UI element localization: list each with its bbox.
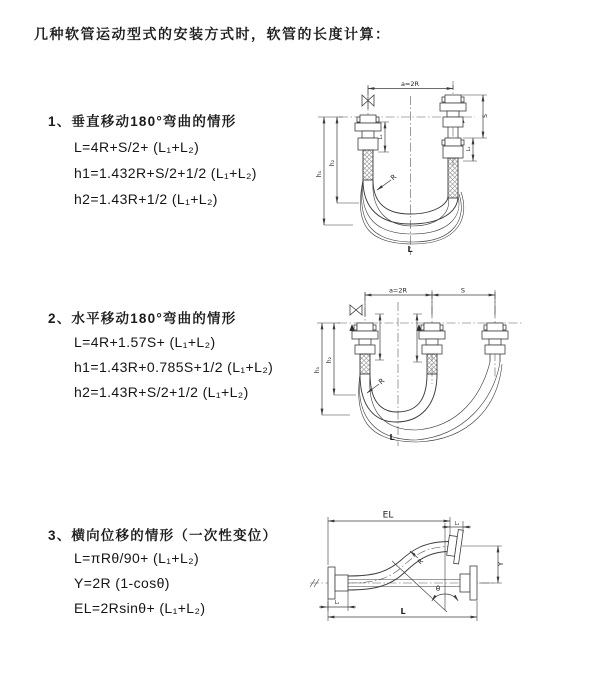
dimension-span-2r — [365, 287, 495, 318]
braided-hose-section — [363, 150, 373, 180]
dimension-l-bottom — [328, 601, 477, 621]
section-2-heading: 2、水平移动180°弯曲的情形 — [48, 311, 237, 326]
dimension-label-s: S — [460, 286, 466, 295]
radius-label: R — [389, 172, 399, 183]
formula-line: h1=1.432R+S/2+1/2 (L₁+L₂) — [74, 165, 257, 181]
length-label: L — [389, 433, 395, 442]
dimension-label-h2: h₂ — [329, 159, 336, 167]
section-2-formulas — [74, 330, 273, 405]
dimension-h1 — [314, 323, 350, 415]
dimension-h2 — [329, 117, 359, 203]
dimension-l1-top — [442, 521, 471, 533]
dimension-h1 — [316, 117, 353, 225]
formula-line: h2=1.43R+1/2 (L₁+L₂) — [74, 191, 218, 207]
dimension-h2 — [326, 323, 356, 395]
formula-line: L=4R+S/2+ (L₁+L₂) — [74, 139, 200, 155]
right-flange-fitting — [440, 95, 466, 198]
dimension-label-h1: h₁ — [314, 366, 321, 374]
left-flange — [328, 567, 348, 599]
dimension-label-el: EL — [382, 510, 394, 521]
braided-hose-section — [360, 354, 370, 374]
dimension-label-s: S — [482, 114, 489, 118]
diagram-horizontal-180-bend — [310, 284, 600, 456]
dimension-label-h2: h₂ — [326, 356, 333, 364]
fitting-length-dimension — [375, 314, 422, 362]
braided-hose-section — [448, 158, 458, 198]
length-label: L — [407, 245, 413, 254]
dimension-label-l1: L₁ — [454, 522, 460, 527]
dimension-label-l1: L₁ — [466, 146, 472, 152]
section-1-heading: 1、垂直移动180°弯曲的情形 — [48, 114, 237, 129]
radius-label: R — [416, 557, 426, 567]
angle-theta-construction — [392, 523, 458, 612]
dimension-label-span: a=2R — [388, 286, 408, 295]
dimension-label-span: a=2R — [400, 80, 420, 88]
left-flange-fitting — [355, 115, 381, 180]
formula-line: EL=2Rsinθ+ (L₁+L₂) — [74, 600, 206, 616]
middle-flange-fitting — [416, 323, 445, 374]
section-3-formulas — [74, 546, 205, 621]
left-flange-fitting — [349, 323, 378, 374]
radius-leader — [377, 173, 398, 190]
diagram-vertical-180-bend — [313, 76, 598, 262]
braided-hose-section — [427, 354, 437, 374]
upper-right-flange — [446, 528, 464, 563]
page-title: 几种软管运动型式的安装方式时，软管的长度计算： — [34, 26, 391, 42]
valve-icon — [350, 305, 362, 315]
section-3-heading: 3、横向位移的情形（一次性变位） — [48, 528, 278, 543]
section-1-formulas — [74, 134, 257, 212]
formula-line: L=4R+1.57S+ (L₁+L₂) — [74, 334, 216, 350]
diagram-lateral-displacement — [300, 503, 600, 648]
formula-line: Y=2R (1-cosθ) — [74, 575, 170, 591]
dimension-label-y: Y — [497, 561, 505, 567]
angle-label-theta: θ — [435, 585, 441, 593]
dimension-l1-bottomleft — [319, 591, 356, 611]
formula-line: h2=1.43R+S/2+1/2 (L₁+L₂) — [74, 384, 249, 400]
radius-label: R — [377, 376, 387, 387]
dimension-label-h1: h₁ — [316, 170, 323, 178]
dimension-el — [328, 511, 450, 566]
length-label: L — [400, 607, 406, 616]
dimension-label-l1: L₁ — [378, 134, 384, 140]
formula-line: L=πRθ/90+ (L₁+L₂) — [74, 550, 200, 566]
dimension-label-l1: L₁ — [334, 601, 340, 606]
formula-line: h1=1.43R+0.785S+1/2 (L₁+L₂) — [74, 359, 274, 375]
